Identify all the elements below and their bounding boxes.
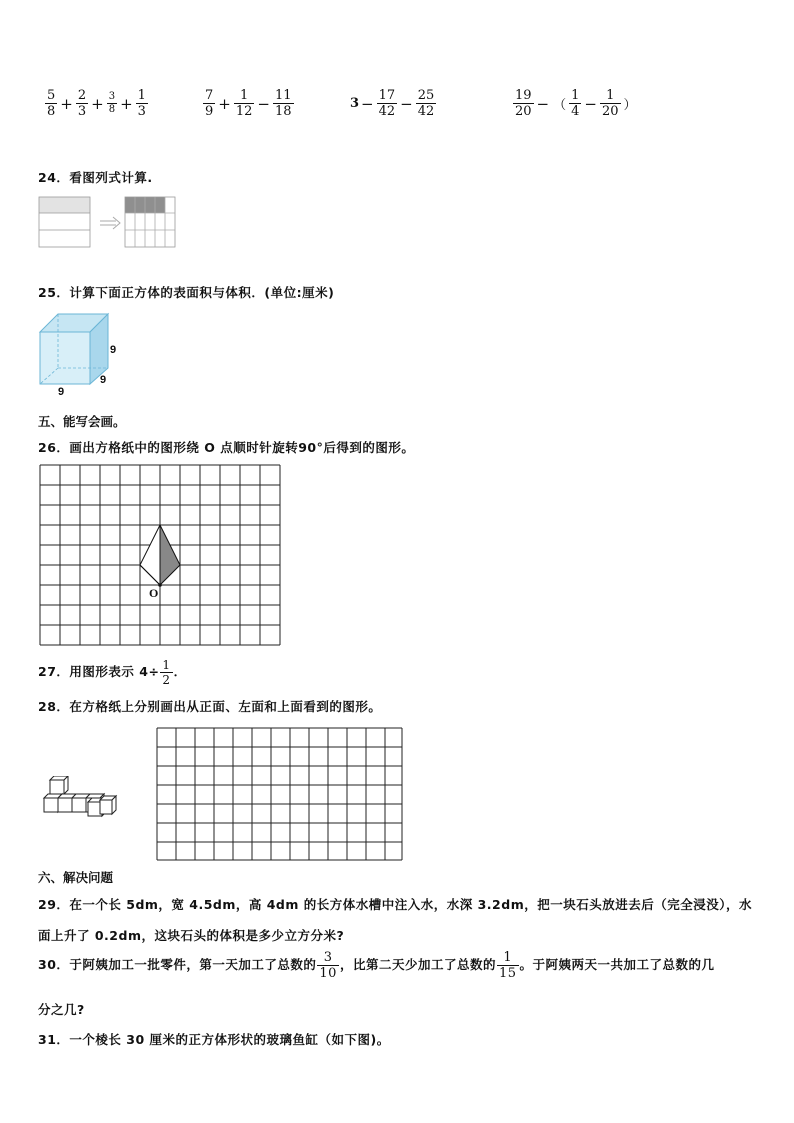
numerator: 17 xyxy=(378,88,396,103)
q30-text-3: 。于阿姨两天一共加工了总数的几 xyxy=(519,957,715,972)
fraction xyxy=(600,88,621,119)
question-29-line-1: 29．在一个长 5dm，宽 4.5dm，高 4dm 的长方体水槽中注入水，水深 3.2dm，把一块石头放进去后（完全浸没），水 xyxy=(38,897,752,912)
cube-edge-label-bottom: 9 xyxy=(58,386,65,398)
left-paren: （ xyxy=(553,98,567,113)
fraction xyxy=(569,88,581,119)
numerator: 19 xyxy=(515,88,532,103)
numerator: 7 xyxy=(205,88,214,103)
denominator: 4 xyxy=(571,104,580,119)
operator: − xyxy=(536,94,550,113)
fraction xyxy=(203,88,215,119)
question-30-line-1 xyxy=(38,950,715,981)
question-26: 26．画出方格纸中的图形绕 O 点顺时针旋转90°后得到的图形。 xyxy=(38,440,415,455)
operator: − xyxy=(257,94,270,113)
fraction xyxy=(107,91,117,116)
fraction xyxy=(513,88,534,119)
fraction xyxy=(136,88,148,119)
q27-prefix: 27．用图形表示 4÷ xyxy=(38,664,160,679)
question-27 xyxy=(38,658,187,687)
operator: + xyxy=(60,94,73,113)
fraction xyxy=(317,950,339,981)
numerator: 1 xyxy=(571,88,580,103)
numerator: 1 xyxy=(606,88,615,103)
denominator: 20 xyxy=(602,104,619,119)
operator: + xyxy=(120,94,133,113)
section-heading-5: 五、能写会画。 xyxy=(38,414,126,429)
q24-figure xyxy=(38,195,178,249)
q30-text-2: ，比第二天少加工了总数的 xyxy=(339,957,496,972)
right-paren: ） xyxy=(623,98,637,113)
fraction xyxy=(45,88,57,119)
fraction xyxy=(160,658,172,687)
question-24: 24．看图列式计算. xyxy=(38,170,153,185)
question-25: 25．计算下面正方体的表面积与体积．(单位:厘米) xyxy=(38,285,335,300)
expression-3 xyxy=(350,88,437,119)
cube-edge-label-right: 9 xyxy=(110,344,117,356)
numerator: 5 xyxy=(47,88,56,103)
denominator: 20 xyxy=(515,104,532,119)
operator: − xyxy=(400,94,413,113)
point-o-label: O xyxy=(149,586,159,600)
fraction xyxy=(76,88,88,119)
numerator: 1 xyxy=(162,658,171,672)
q28-grid xyxy=(155,726,405,862)
operator: − xyxy=(584,94,597,113)
fraction xyxy=(497,950,519,981)
operator: + xyxy=(91,94,104,113)
numerator: 3 xyxy=(323,950,333,965)
fraction xyxy=(273,88,294,119)
denominator: 9 xyxy=(205,104,214,119)
expression-2 xyxy=(202,88,295,119)
q30-text-1: 30．于阿姨加工一批零件，第一天加工了总数的 xyxy=(38,957,317,972)
numerator: 11 xyxy=(274,88,292,103)
cube-edge-label-front: 9 xyxy=(100,374,107,386)
denominator: 2 xyxy=(162,673,171,687)
question-29-line-2: 面上升了 0.2dm，这块石头的体积是多少立方分米? xyxy=(38,928,345,943)
numerator: 1 xyxy=(137,88,146,103)
denominator: 8 xyxy=(108,104,116,115)
section-heading-6: 六、解决问题 xyxy=(38,870,114,885)
fraction xyxy=(377,88,398,119)
question-31: 31．一个棱长 30 厘米的正方体形状的玻璃鱼缸（如下图)。 xyxy=(38,1032,390,1047)
denominator: 8 xyxy=(47,104,56,119)
denominator: 3 xyxy=(137,104,146,119)
denominator: 42 xyxy=(417,104,435,119)
operator: + xyxy=(218,94,231,113)
expression-1 xyxy=(44,88,149,119)
operator: − xyxy=(361,94,374,113)
fraction xyxy=(416,88,437,119)
q26-grid xyxy=(38,463,284,649)
expression-4 xyxy=(512,88,639,119)
numerator: 1 xyxy=(239,88,249,103)
denominator: 10 xyxy=(319,966,337,981)
question-28: 28．在方格纸上分别画出从正面、左面和上面看到的图形。 xyxy=(38,699,382,714)
whole-number: 3 xyxy=(350,96,360,111)
numerator: 25 xyxy=(417,88,435,103)
denominator: 3 xyxy=(77,104,87,119)
numerator: 1 xyxy=(503,950,513,965)
denominator: 18 xyxy=(274,104,292,119)
denominator: 15 xyxy=(498,966,517,981)
cubes-figure xyxy=(42,776,122,820)
question-30-line-2: 分之几? xyxy=(38,1002,85,1017)
q27-suffix: ． xyxy=(173,664,187,679)
numerator: 2 xyxy=(77,88,87,103)
numerator: 3 xyxy=(108,91,116,102)
denominator: 12 xyxy=(235,104,253,119)
denominator: 42 xyxy=(378,104,396,119)
fraction xyxy=(234,88,255,119)
